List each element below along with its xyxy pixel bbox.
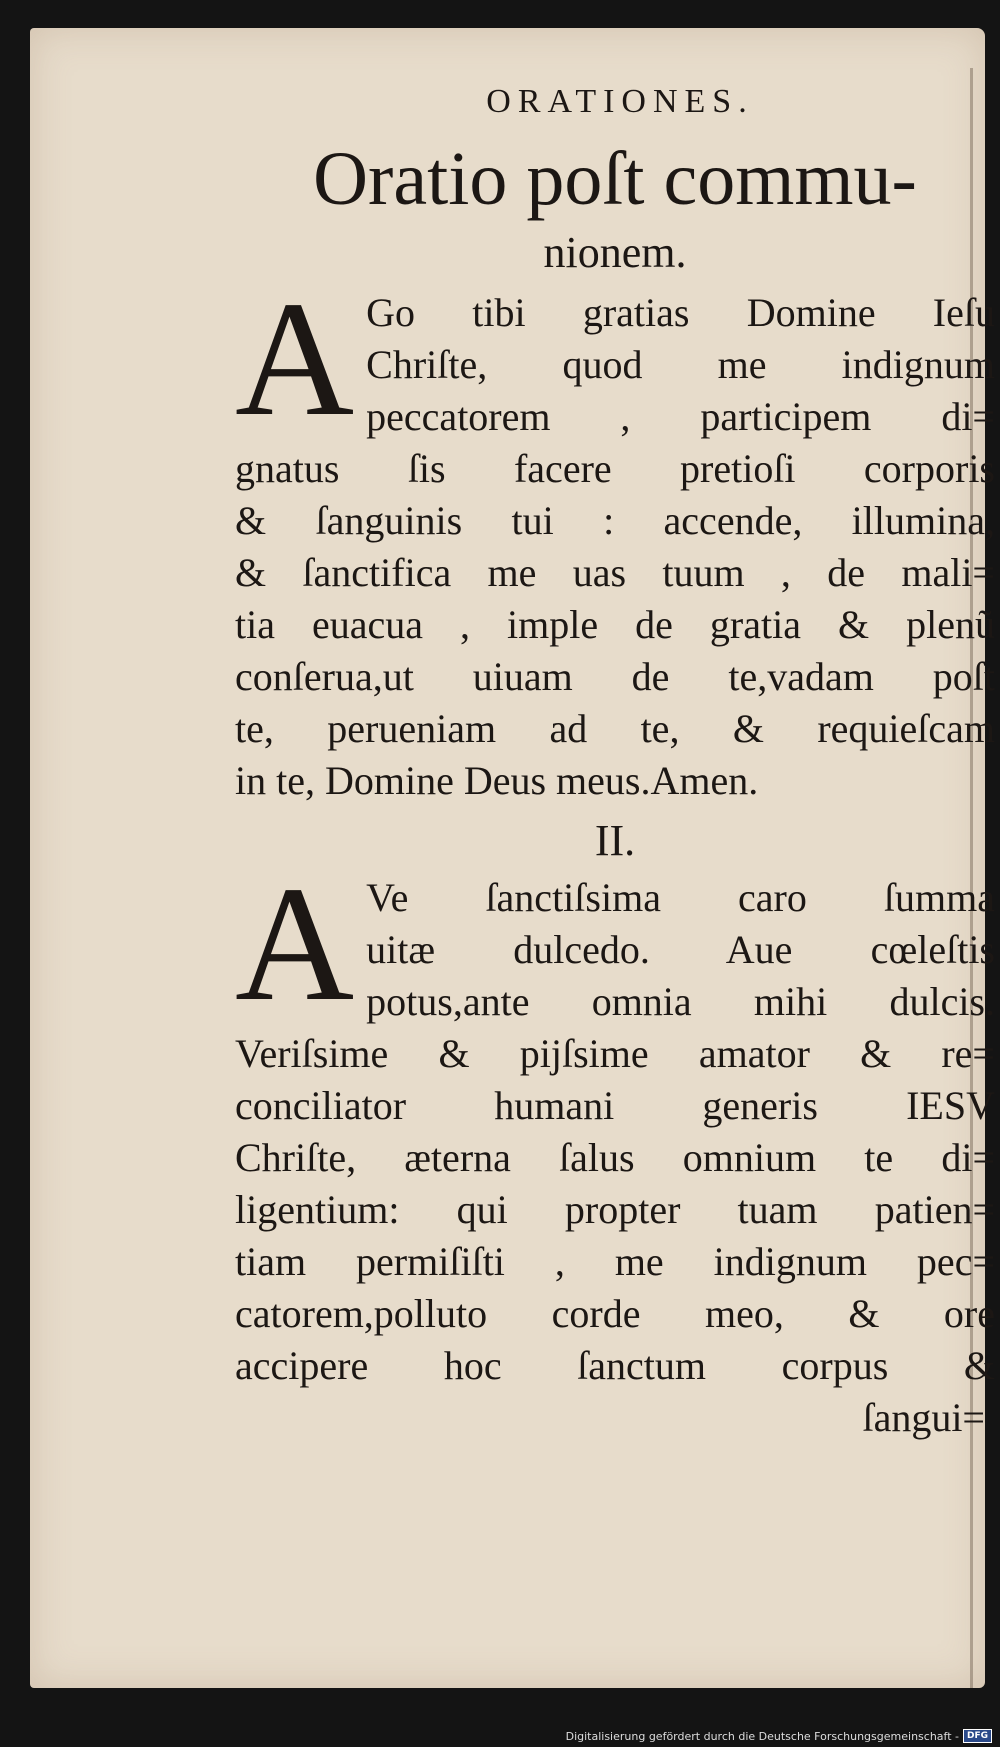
running-head: ORATIONES. [486,83,754,120]
catchword: ſangui= [862,1395,985,1440]
text-line: catorem,polluto corde meo, & ore [235,1291,995,1336]
page-content [235,83,995,1441]
text-line: tia euacua , imple de gratia & plenũ [235,602,995,647]
text-line: uitæ dulcedo. Aue cœleſtis [366,927,995,972]
digitization-footer [566,1729,992,1743]
prayer-1 [235,267,995,807]
prayer-2 [235,852,995,1392]
prayer-title-continued: nionem. [543,228,687,277]
text-line: & ſanguinis tui : accende, illumina, [235,498,995,543]
footer-text: Digitalisierung gefördert durch die Deutsche Forschungsgemeinschaft - [565,1729,959,1743]
text-line: accipere hoc ſanctum corpus & [235,1343,995,1388]
text-line: potus,ante omnia mihi dulcis. [366,979,995,1024]
text-line: Chriſte, quod me indignum [366,342,995,387]
dfg-logo: DFG [963,1729,992,1743]
text-line: ligentium: qui propter tuam patien= [235,1187,995,1232]
text-line: Chriſte, æterna ſalus omnium te di= [235,1135,995,1180]
text-line: peccatorem , participem di= [366,394,995,439]
prayer-title: Oratio poſt commu- [313,137,917,221]
text-line: in te, Domine Deus meus.Amen. [235,758,759,803]
text-line: conſerua,ut uiuam de te,vadam poſt [235,654,995,699]
text-line: Go tibi gratias Domine Ieſu [366,290,995,335]
text-line: te, perueniam ad te, & requieſcam [235,706,995,751]
book-page [30,28,995,1688]
text-line: Veriſsime & pijſsime amator & re= [235,1031,995,1076]
drop-cap-initial: A [235,852,355,1035]
drop-cap-initial: A [235,267,355,450]
text-line: tiam permiſiſti , me indignum pec= [235,1239,995,1284]
text-line: gnatus ſis facere pretioſi corporis [235,446,995,491]
text-line: & ſanctifica me uas tuum , de mali= [235,550,995,595]
text-line: conciliator humani generis IESV [235,1083,995,1128]
section-number: II. [594,816,636,865]
text-line: Ve ſanctiſsima caro ſumma [366,875,995,920]
